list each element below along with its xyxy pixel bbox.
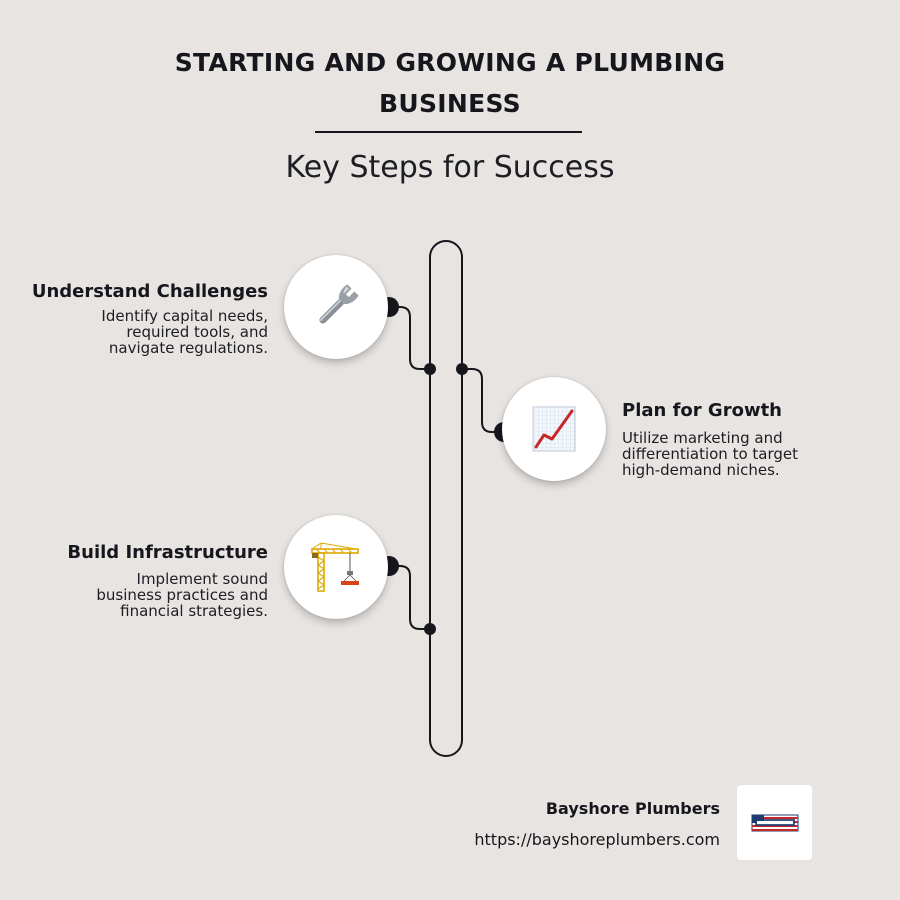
step-desc-understand-challenges: Identify capital needs, required tools, and navigate regulations. bbox=[101, 307, 268, 357]
brand-logo bbox=[737, 785, 812, 860]
connector-understand-challenges bbox=[389, 307, 430, 369]
construction-crane-icon bbox=[308, 539, 364, 595]
step-title-plan-for-growth: Plan for Growth bbox=[622, 400, 782, 421]
page-title: STARTING AND GROWING A PLUMBING BUSINESS bbox=[174, 48, 726, 118]
node-build-infrastructure-inner bbox=[424, 623, 436, 635]
step-icon-circle-understand-challenges bbox=[284, 255, 388, 359]
step-title-build-infrastructure: Build Infrastructure bbox=[67, 542, 268, 563]
brand-url[interactable]: https://bayshoreplumbers.com bbox=[474, 830, 720, 849]
step-icon-circle-build-infrastructure bbox=[284, 515, 388, 619]
chart-increasing-icon bbox=[530, 403, 578, 455]
node-understand-challenges-inner bbox=[424, 363, 436, 375]
step-icon-circle-plan-for-growth bbox=[502, 377, 606, 481]
connector-plan-for-growth bbox=[462, 369, 504, 432]
connector-build-infrastructure bbox=[389, 566, 430, 629]
step-desc-build-infrastructure: Implement sound business practices and financial strategies. bbox=[96, 570, 268, 620]
timeline-track bbox=[430, 241, 462, 756]
wrench-icon bbox=[308, 279, 364, 335]
step-title-understand-challenges: Understand Challenges bbox=[31, 281, 268, 302]
page-subtitle: Key Steps for Success bbox=[285, 150, 615, 185]
bayshore-logo-icon bbox=[751, 812, 799, 834]
node-plan-for-growth-inner bbox=[456, 363, 468, 375]
brand-name: Bayshore Plumbers bbox=[545, 799, 720, 818]
step-desc-plan-for-growth: Utilize marketing and differentiation to target high-demand niches. bbox=[622, 429, 799, 479]
